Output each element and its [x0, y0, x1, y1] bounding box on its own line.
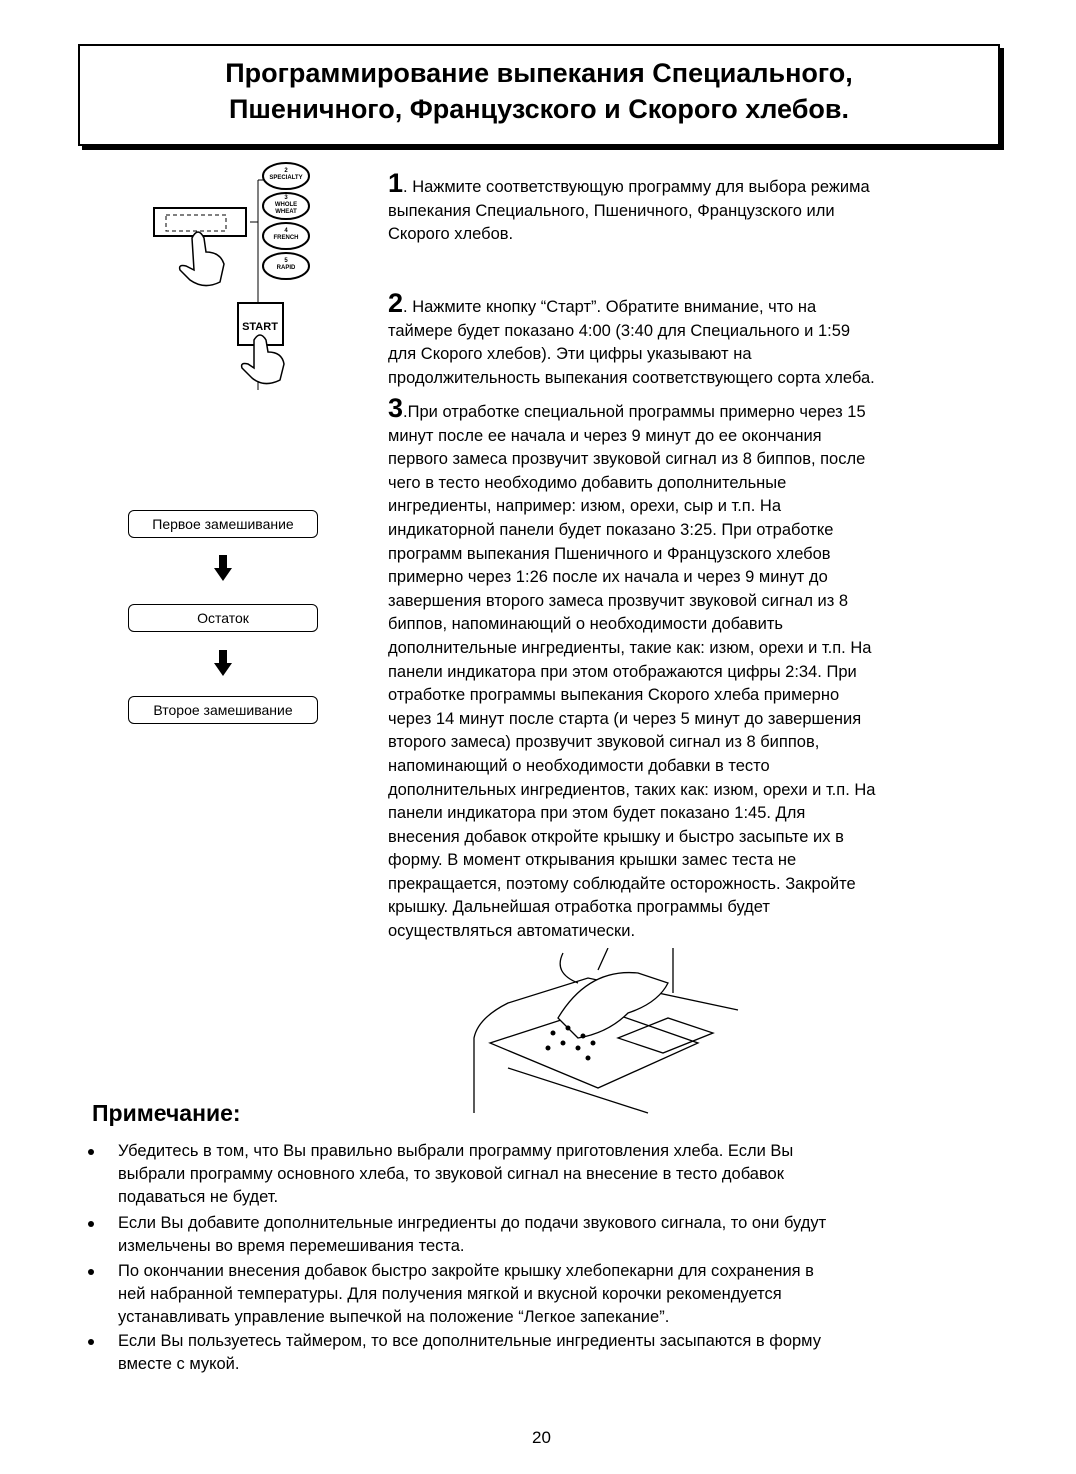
note-text-line: устанавливать управление выпечкой на положение “Легкое запекание”. — [118, 1308, 670, 1326]
program-button-label: 5 — [284, 258, 288, 264]
bullet-icon — [88, 1339, 94, 1345]
arrow-down-icon — [214, 650, 232, 676]
program-button-label: RAPID — [276, 265, 296, 271]
step-text-line: через 14 минут после старта (и через 5 минут до завершения — [388, 709, 862, 728]
control-panel-illustration — [150, 160, 330, 390]
step-text-line: панели индикатора при этом отображаются цифры 2:34. При — [388, 662, 857, 681]
flow-first-mixing: Первое замешивание — [128, 510, 318, 538]
step-text-line: . Нажмите кнопку “Старт”. Обратите внимание, что на — [403, 298, 817, 316]
note-text-line: выбрали программу основного хлеба, то звуковой сигнал на внесение в тесто добавок — [118, 1165, 784, 1183]
step-text-line: панели индикатора при этом будет показано 1:45. Для — [388, 804, 806, 823]
flow-second-mixing: Второе замешивание — [128, 696, 318, 724]
step-text-line: индикаторной панели будет показано 3:25. При отработке — [388, 520, 834, 539]
title-line-2: Пшеничного, Французского и Скорого хлебов. — [229, 94, 849, 124]
adding-ingredients-illustration — [468, 948, 748, 1118]
step-text-line: для Скорого хлебов). Эти цифры указывают на — [388, 345, 752, 364]
step-text-line: .При отработке специальной программы примерно через 15 — [403, 403, 866, 421]
step-text-line: завершения второго замеса прозвучит звуковой сигнал из 8 — [388, 591, 849, 610]
step-text-line: второго замеса) прозвучит звуковой сигнал из 8 биппов, — [388, 733, 820, 752]
step-3 — [388, 393, 876, 944]
note-text-line: Если Вы пользуетесь таймером, то все дополнительные ингредиенты засыпаются в форму — [118, 1332, 821, 1350]
step-text-line: программ выпекания Пшеничного и Французского хлебов — [388, 544, 831, 563]
step-text-line: таймере будет показано 4:00 (3:40 для Специального и 1:59 — [388, 321, 851, 340]
note-text-line: Убедитесь в том, что Вы правильно выбрали программу приготовления хлеба. Если Вы — [118, 1142, 794, 1160]
bullet-icon — [88, 1269, 94, 1275]
step-text-line: первого замеса прозвучит звуковой сигнал из 8 биппов, после — [388, 450, 866, 469]
note-item — [88, 1140, 793, 1209]
program-button-label: SPECIALTY — [269, 175, 303, 181]
page-number: 20 — [532, 1428, 551, 1447]
start-label: START — [242, 321, 278, 333]
step-text-line: выпекания Специального, Пшеничного, Французского или — [388, 201, 835, 220]
hand-icon — [180, 232, 224, 286]
step-text-line: дополнительных ингредиентов, таких как: изюм, орехи и т.п. На — [388, 780, 876, 799]
step-text-line: биппов, напоминающий о необходимости добавить — [388, 615, 784, 634]
program-button-label: WHEAT — [275, 209, 297, 215]
step-text-line: продолжительность выпекания соответствующего сорта хлеба. — [388, 368, 875, 387]
note-text-line: Если Вы добавите дополнительные ингредиенты до подачи звукового сигнала, то они будут — [118, 1214, 827, 1232]
step-text-line: форму. В момент открывания крышки замес теста не — [388, 851, 797, 870]
program-button-label: FRENCH — [273, 235, 299, 241]
program-button-label: 4 — [284, 228, 288, 234]
title-box — [78, 44, 1000, 146]
step-text-line: напоминающий о необходимости добавки в тесто — [388, 756, 770, 775]
arrow-down-icon — [214, 555, 232, 581]
display-dashed — [166, 215, 226, 231]
step-text-line: внесения добавок откройте крышку и быстро засыпьте их в — [388, 827, 844, 846]
step-text-line: ингредиенты, например: изюм, орехи, сыр и т.п. На — [388, 497, 782, 516]
step-text-line: минут после ее начала и через 9 минут до ее окончания — [388, 426, 822, 445]
title-line-1: Программирование выпекания Специального, — [225, 58, 853, 88]
step-text-line: осуществляться автоматически. — [388, 922, 636, 941]
step-2 — [388, 288, 875, 390]
note-item — [88, 1212, 826, 1258]
note-heading: Примечание: — [92, 1100, 241, 1126]
note-text-line: подаваться не будет. — [118, 1188, 279, 1206]
step-text-line: Скорого хлебов. — [388, 225, 514, 244]
note-text-line: ней набранной температуры. Для получения мягкой и вкусной корочки рекомендуется — [118, 1285, 782, 1303]
step-number: 3 — [388, 393, 404, 423]
bullet-icon — [88, 1221, 94, 1227]
flow-rest: Остаток — [128, 604, 318, 632]
note-item — [88, 1330, 821, 1376]
step-text-line: примерно через 1:26 после их начала и через 9 минут до — [388, 568, 828, 587]
step-text-line: прекращается, поэтому соблюдайте осторожность. Закройте — [388, 874, 856, 893]
step-text-line: отработке программы выпекания Скорого хлеба примерно — [388, 686, 840, 705]
note-item — [88, 1260, 814, 1329]
program-button-label: 2 — [284, 168, 288, 174]
program-button-label: 3 — [284, 195, 288, 201]
step-number: 1 — [388, 168, 404, 198]
step-text-line: . Нажмите соответствующую программу для выбора режима — [403, 178, 870, 196]
step-text-line: крышку. Дальнейшая отработка программы будет — [388, 898, 770, 917]
note-text-line: вместе с мукой. — [118, 1355, 240, 1373]
step-text-line: дополнительные ингредиенты, такие как: изюм, орехи и т.п. На — [388, 638, 872, 657]
note-text-line: По окончании внесения добавок быстро закройте крышку хлебопекарни для сохранения в — [118, 1262, 814, 1280]
step-1 — [388, 168, 870, 247]
step-text-line: чего в тесто необходимо добавить дополнительные — [388, 473, 787, 492]
program-button-label: WHOLE — [274, 202, 298, 208]
step-number: 2 — [388, 288, 404, 318]
bullet-icon — [88, 1149, 94, 1155]
note-text-line: измельчены во время перемешивания теста. — [118, 1237, 465, 1255]
